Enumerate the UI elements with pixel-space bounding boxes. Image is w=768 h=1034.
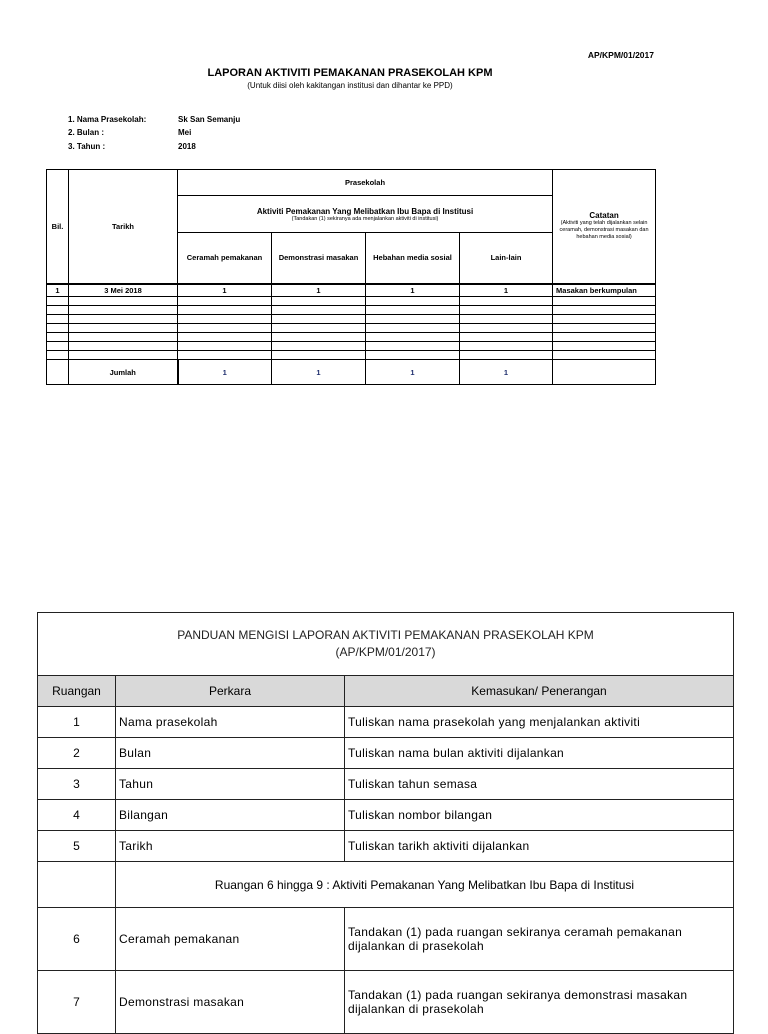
guide-title-line1: PANDUAN MENGISI LAPORAN AKTIVITI PEMAKANAN PRASEKOLAH KPM	[177, 628, 594, 642]
catatan-title: Catatan	[589, 211, 619, 221]
guide-title	[38, 613, 734, 676]
report-subtitle: (Untuk diisi oleh kakitangan institusi dan dihantar ke PPD)	[247, 81, 453, 90]
aktiviti-title: Aktiviti Pemakanan Yang Melibatkan Ibu Bapa di Institusi	[256, 206, 474, 216]
info-label-nama: 1. Nama Prasekolah:	[68, 115, 147, 124]
guide-row-num: 1	[38, 707, 116, 738]
catatan-note: (Aktiviti yang telah dijalankan selain ceramah, demonstrasi masakan dan hebahan media sosial)	[559, 220, 649, 241]
header-lain-lain: Lain-lain	[460, 233, 553, 284]
guide-row-desc: Tandakan (1) pada ruangan sekiranya demonstrasi masakan dijalankan di prasekolah	[345, 971, 734, 1034]
empty-row	[47, 324, 656, 333]
guide-row-item: Tahun	[116, 769, 345, 800]
empty-row	[47, 342, 656, 351]
guide-header-kemasukan: Kemasukan/ Penerangan	[345, 676, 734, 707]
guide-row-num: 6	[38, 908, 116, 971]
total-ceramah: 1	[178, 360, 272, 385]
guide-row-item: Tarikh	[116, 831, 345, 862]
guide-row-item: Ceramah pemakanan	[116, 908, 345, 971]
guide-span-row: Ruangan 6 hingga 9 : Aktiviti Pemakanan Yang Melibatkan Ibu Bapa di Institusi	[116, 862, 734, 908]
info-label-tahun: 3. Tahun :	[68, 142, 106, 151]
header-tarikh: Tarikh	[69, 170, 178, 284]
total-demonstrasi: 1	[272, 360, 366, 385]
total-bil	[47, 360, 69, 385]
row1-demonstrasi: 1	[272, 284, 366, 297]
row1-tarikh: 3 Mei 2018	[69, 284, 178, 297]
info-value-tahun: 2018	[178, 142, 196, 151]
empty-row	[47, 333, 656, 342]
header-bil: Bil.	[47, 170, 69, 284]
total-hebahan: 1	[366, 360, 460, 385]
guide-row-num: 5	[38, 831, 116, 862]
guide-row-desc: Tuliskan tahun semasa	[345, 769, 734, 800]
header-hebahan: Hebahan media sosial	[366, 233, 460, 284]
guide-row-item: Bilangan	[116, 800, 345, 831]
guide-header-ruangan: Ruangan	[38, 676, 116, 707]
empty-row	[47, 306, 656, 315]
guide-span-empty	[38, 862, 116, 908]
aktiviti-note: (Tandakan (1) sekiranya ada menjalankan aktiviti di institusi)	[291, 215, 439, 222]
header-prasekolah: Prasekolah	[178, 170, 553, 196]
header-aktiviti	[178, 196, 553, 233]
row1-ceramah: 1	[178, 284, 272, 297]
total-lain-lain: 1	[460, 360, 553, 385]
total-catatan	[553, 360, 656, 385]
guide-row-item: Nama prasekolah	[116, 707, 345, 738]
empty-row	[47, 351, 656, 360]
guide-table	[37, 612, 734, 1034]
row1-bil: 1	[47, 284, 69, 297]
guide-row-desc: Tuliskan tarikh aktiviti dijalankan	[345, 831, 734, 862]
empty-row	[47, 315, 656, 324]
guide-row-num: 3	[38, 769, 116, 800]
row1-catatan: Masakan berkumpulan	[553, 284, 656, 297]
guide-row-num: 4	[38, 800, 116, 831]
form-code: AP/KPM/01/2017	[587, 50, 654, 60]
guide-row-desc: Tuliskan nama bulan aktiviti dijalankan	[345, 738, 734, 769]
guide-row-num: 7	[38, 971, 116, 1034]
guide-title-line2: (AP/KPM/01/2017)	[335, 645, 436, 659]
guide-row-item: Bulan	[116, 738, 345, 769]
header-demonstrasi: Demonstrasi masakan	[272, 233, 366, 284]
info-value-bulan: Mei	[178, 128, 192, 137]
report-title: LAPORAN AKTIVITI PEMAKANAN PRASEKOLAH KPM	[207, 67, 493, 79]
header-ceramah: Ceramah pemakanan	[178, 233, 272, 284]
guide-row-item: Demonstrasi masakan	[116, 971, 345, 1034]
empty-row	[47, 297, 656, 306]
total-label: Jumlah	[69, 360, 178, 385]
guide-header-perkara: Perkara	[116, 676, 345, 707]
guide-row-desc: Tuliskan nama prasekolah yang menjalankan aktiviti	[345, 707, 734, 738]
guide-row-desc: Tuliskan nombor bilangan	[345, 800, 734, 831]
guide-row-desc: Tandakan (1) pada ruangan sekiranya ceramah pemakanan dijalankan di prasekolah	[345, 908, 734, 971]
row1-lain-lain: 1	[460, 284, 553, 297]
info-label-bulan: 2. Bulan :	[68, 128, 105, 137]
report-table	[46, 169, 656, 385]
header-catatan	[553, 170, 656, 284]
info-value-nama: Sk San Semanju	[178, 115, 241, 124]
guide-row-num: 2	[38, 738, 116, 769]
row1-hebahan: 1	[366, 284, 460, 297]
